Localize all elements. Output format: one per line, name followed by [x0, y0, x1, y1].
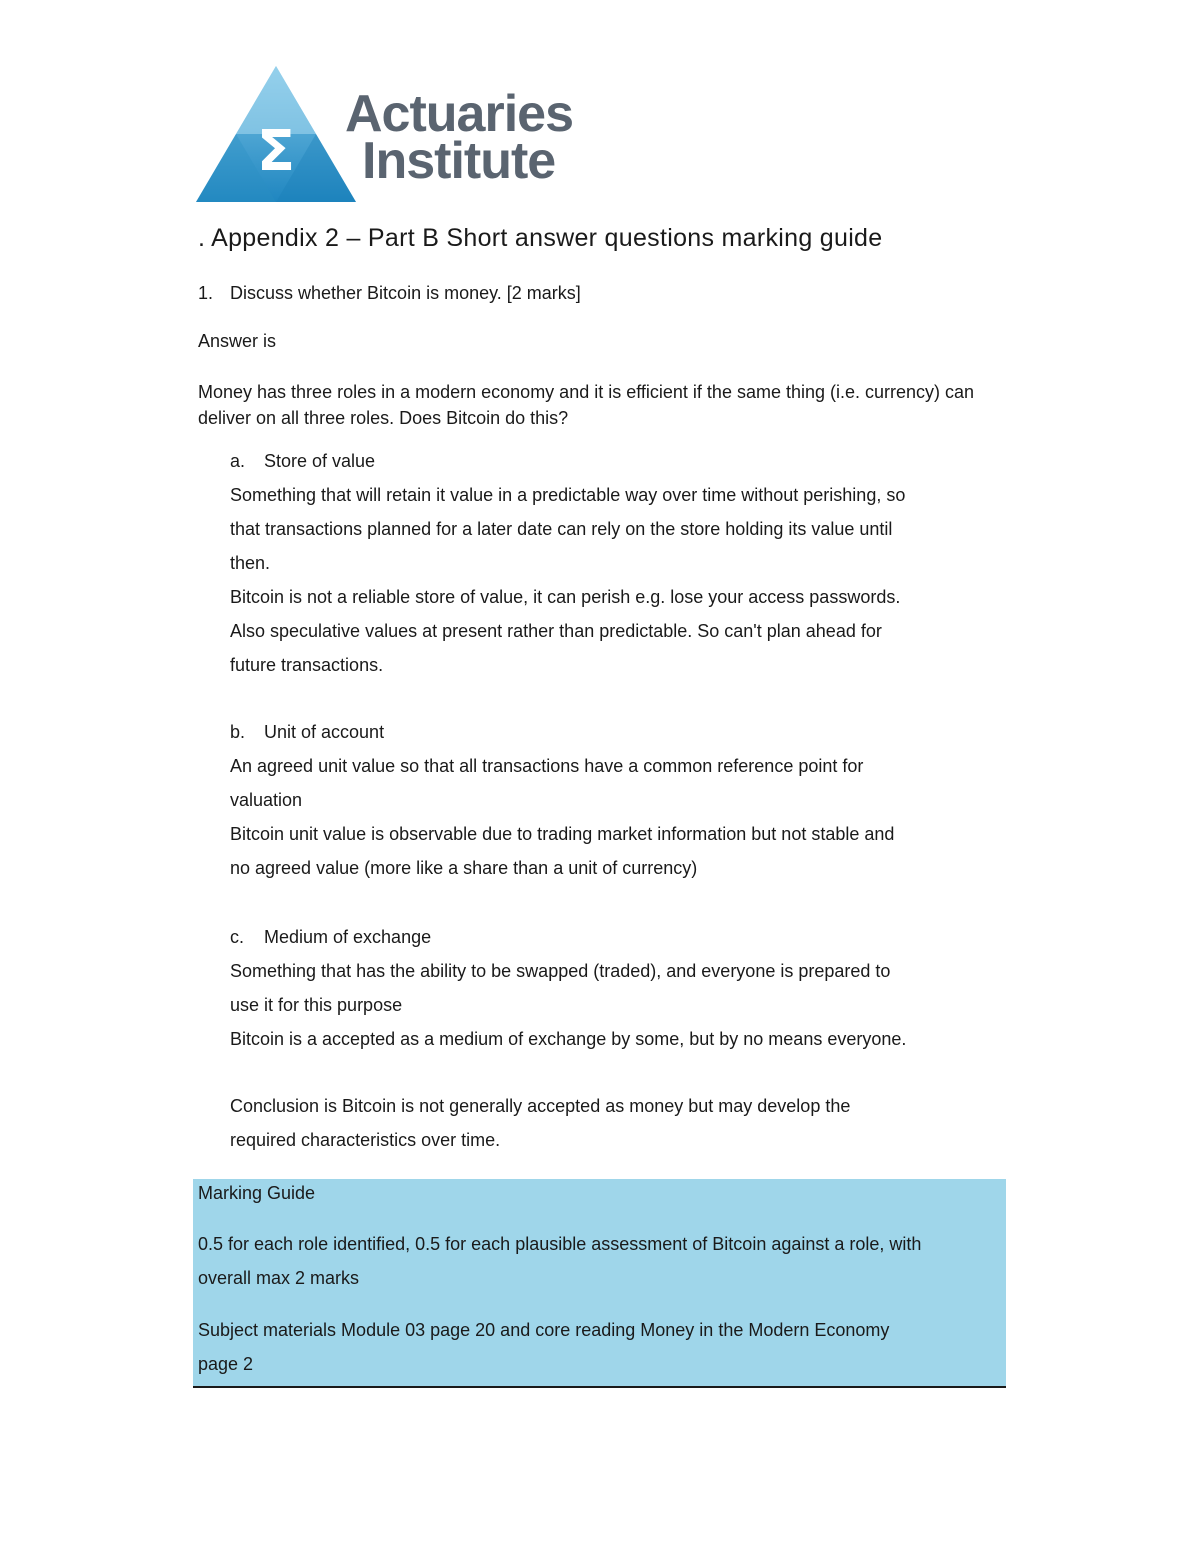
section-line: Bitcoin is not a reliable store of value, it can perish e.g. lose your access passwords.	[230, 587, 901, 607]
marking-guide-reference	[198, 1313, 1003, 1381]
section-line: future transactions.	[230, 655, 384, 675]
section-c	[230, 920, 1020, 1056]
marking-guide-box	[193, 1179, 1006, 1388]
section-line: valuation	[230, 790, 303, 810]
answer-label: Answer is	[198, 331, 277, 351]
section-line: then.	[230, 553, 271, 573]
marking-guide-criteria	[198, 1227, 1003, 1295]
marking-guide-line: overall max 2 marks	[198, 1268, 360, 1288]
section-line: Bitcoin is a accepted as a medium of exchange by some, but by no means everyone.	[230, 1029, 907, 1049]
section-line: Also speculative values at present rather than predictable. So can't plan ahead for	[230, 621, 882, 641]
section-letter: b.	[230, 722, 246, 742]
conclusion-line: Conclusion is Bitcoin is not generally accepted as money but may develop the	[230, 1096, 851, 1116]
section-line: use it for this purpose	[230, 995, 403, 1015]
question-number: 1.	[198, 283, 214, 303]
section-heading	[230, 444, 1020, 478]
section-heading	[230, 920, 1020, 954]
conclusion-line: required characteristics over time.	[230, 1130, 501, 1150]
sigma-icon: Σ	[256, 119, 296, 184]
section-line: Something that will retain it value in a predictable way over time without perishing, so	[230, 485, 906, 505]
question-text: Discuss whether Bitcoin is money. [2 marks]	[230, 283, 581, 303]
marking-guide-title: Marking Guide	[198, 1183, 316, 1203]
section-title: Unit of account	[264, 722, 385, 742]
section-b	[230, 715, 1020, 885]
section-line: no agreed value (more like a share than a unit of currency)	[230, 858, 698, 878]
section-title: Store of value	[264, 451, 376, 471]
actuaries-institute-logo	[196, 66, 596, 206]
answer-intro: Money has three roles in a modern economy and it is efficient if the same thing (i.e. currency) can deliver on all three roles. Does Bitcoin do this?	[198, 382, 975, 428]
marking-guide-line: Subject materials Module 03 page 20 and core reading Money in the Modern Economy	[198, 1320, 890, 1340]
section-title: Medium of exchange	[264, 927, 432, 947]
section-a	[230, 444, 1020, 682]
section-line: that transactions planned for a later date can rely on the store holding its value until	[230, 519, 893, 539]
section-letter: a.	[230, 451, 246, 471]
question-1	[198, 283, 581, 304]
marking-guide-line: page 2	[198, 1354, 254, 1374]
section-heading	[230, 715, 1020, 749]
page-heading: . Appendix 2 – Part B Short answer questions marking guide	[198, 224, 883, 252]
logo-line1: Actuaries	[345, 85, 573, 143]
section-letter: c.	[230, 927, 245, 947]
section-line: Bitcoin unit value is observable due to trading market information but not stable and	[230, 824, 895, 844]
section-line: Something that has the ability to be swapped (traded), and everyone is prepared to	[230, 961, 891, 981]
marking-guide-line: 0.5 for each role identified, 0.5 for each plausible assessment of Bitcoin against a role, with	[198, 1234, 922, 1254]
section-line: An agreed unit value so that all transactions have a common reference point for	[230, 756, 864, 776]
logo-line2: Institute	[362, 132, 556, 190]
conclusion	[230, 1089, 1020, 1157]
